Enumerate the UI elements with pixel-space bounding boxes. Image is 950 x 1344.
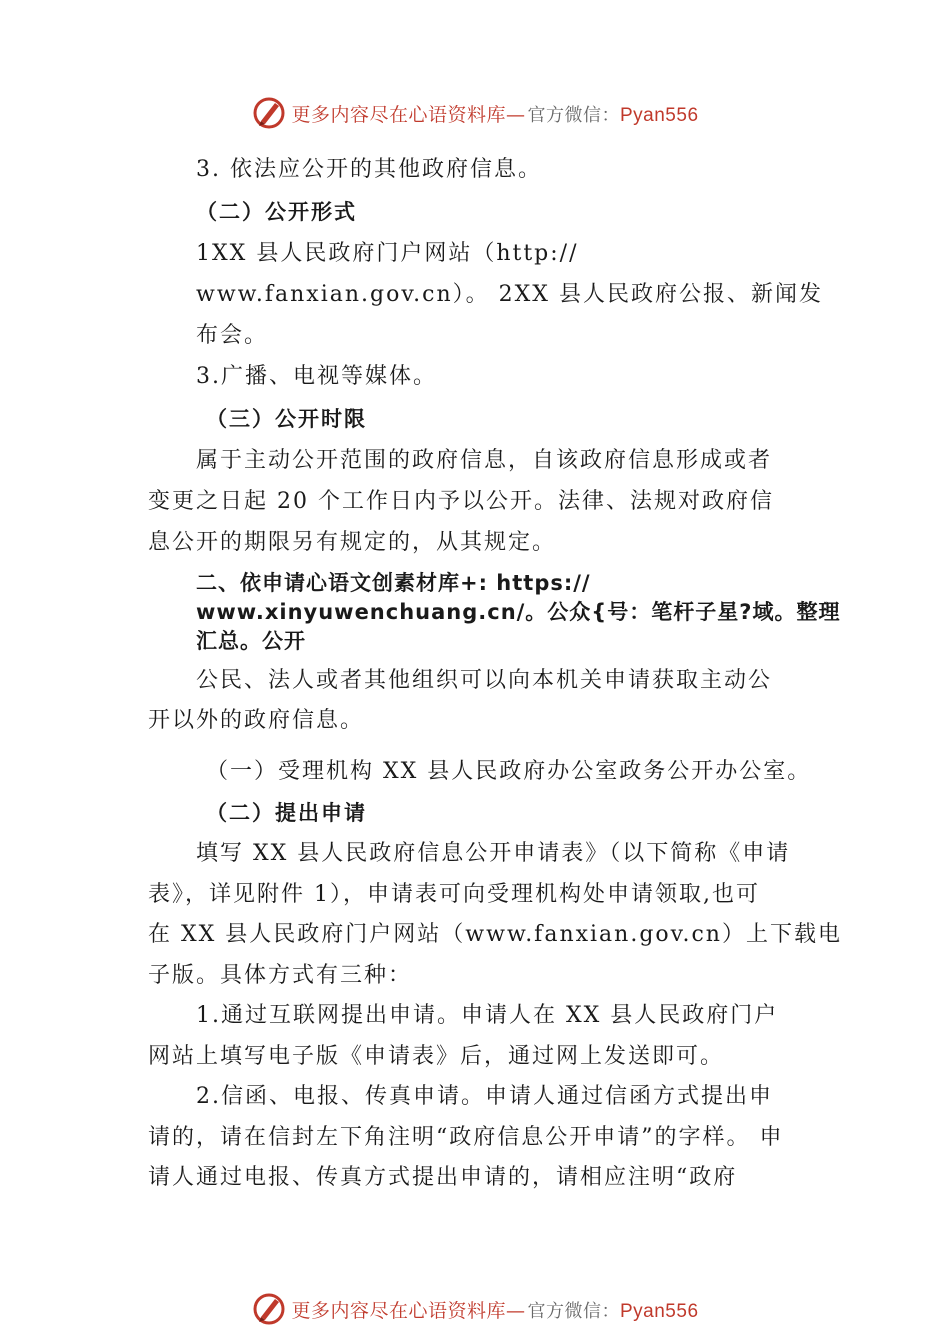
section-heading: （二）提出申请	[206, 801, 367, 825]
section-heading: （三）公开时限	[206, 407, 367, 431]
text-line: 变更之日起 20 个工作日内予以公开。法律、法规对政府信	[148, 489, 774, 514]
watermark-banner-top	[0, 93, 950, 133]
section-heading: 二、依申请心语文创素材库+: https://	[196, 571, 591, 595]
watermark-text: 更多内容尽在心语资料库— 官方微信：Pyan556	[291, 103, 699, 126]
text-line: 息公开的期限另有规定的，从其规定。	[148, 530, 557, 555]
text-line: 2.信函、电报、传真申请。申请人通过信函方式提出申	[196, 1084, 773, 1109]
text-line: 1.通过互联网提出申请。申请人在 XX 县人民政府门户	[196, 1003, 779, 1028]
watermark-text: 更多内容尽在心语资料库— 官方微信：Pyan556	[291, 1299, 699, 1322]
text-line: 开以外的政府信息。	[148, 708, 365, 733]
text-line: 请的，请在信封左下角注明“政府信息公开申请”的字样。 申	[148, 1125, 784, 1150]
text-line: www.fanxian.gov.cn）。 2XX 县人民政府公报、新闻发	[196, 282, 823, 307]
section-heading: （二）公开形式	[196, 200, 357, 224]
text-line: 填写 XX 县人民政府信息公开申请表》（以下简称《申请	[196, 841, 791, 866]
text-line: （一）受理机构 XX 县人民政府办公室政务公开办公室。	[206, 759, 812, 784]
text-line: 3. 依法应公开的其他政府信息。	[196, 157, 542, 182]
text-line: 在 XX 县人民政府门户网站（www.fanxian.gov.cn）上下载电	[148, 922, 842, 947]
section-heading: 汇总。公开	[196, 629, 306, 653]
section-heading: www.xinyuwenchuang.cn/。公众{号：笔杆子星?域。整理	[196, 600, 841, 624]
text-line: 属于主动公开范围的政府信息，自该政府信息形成或者	[196, 448, 773, 473]
watermark-banner-bottom	[0, 1289, 950, 1329]
text-line: 表》，详见附件 1），申请表可向受理机构处申请领取,也可	[148, 882, 760, 907]
text-line: 布会。	[196, 323, 269, 348]
text-line: 子版。具体方式有三种：	[148, 963, 413, 988]
text-line: 公民、法人或者其他组织可以向本机关申请获取主动公	[196, 668, 773, 693]
text-line: 3.广播、电视等媒体。	[196, 364, 437, 389]
text-line: 1XX 县人民政府门户网站（http://	[196, 241, 579, 266]
text-line: 网站上填写电子版《申请表》后，通过网上发送即可。	[148, 1044, 725, 1069]
pen-logo-icon	[251, 1291, 287, 1327]
text-line: 请人通过电报、传真方式提出申请的，请相应注明“政府	[148, 1165, 738, 1190]
pen-logo-icon	[251, 95, 287, 131]
